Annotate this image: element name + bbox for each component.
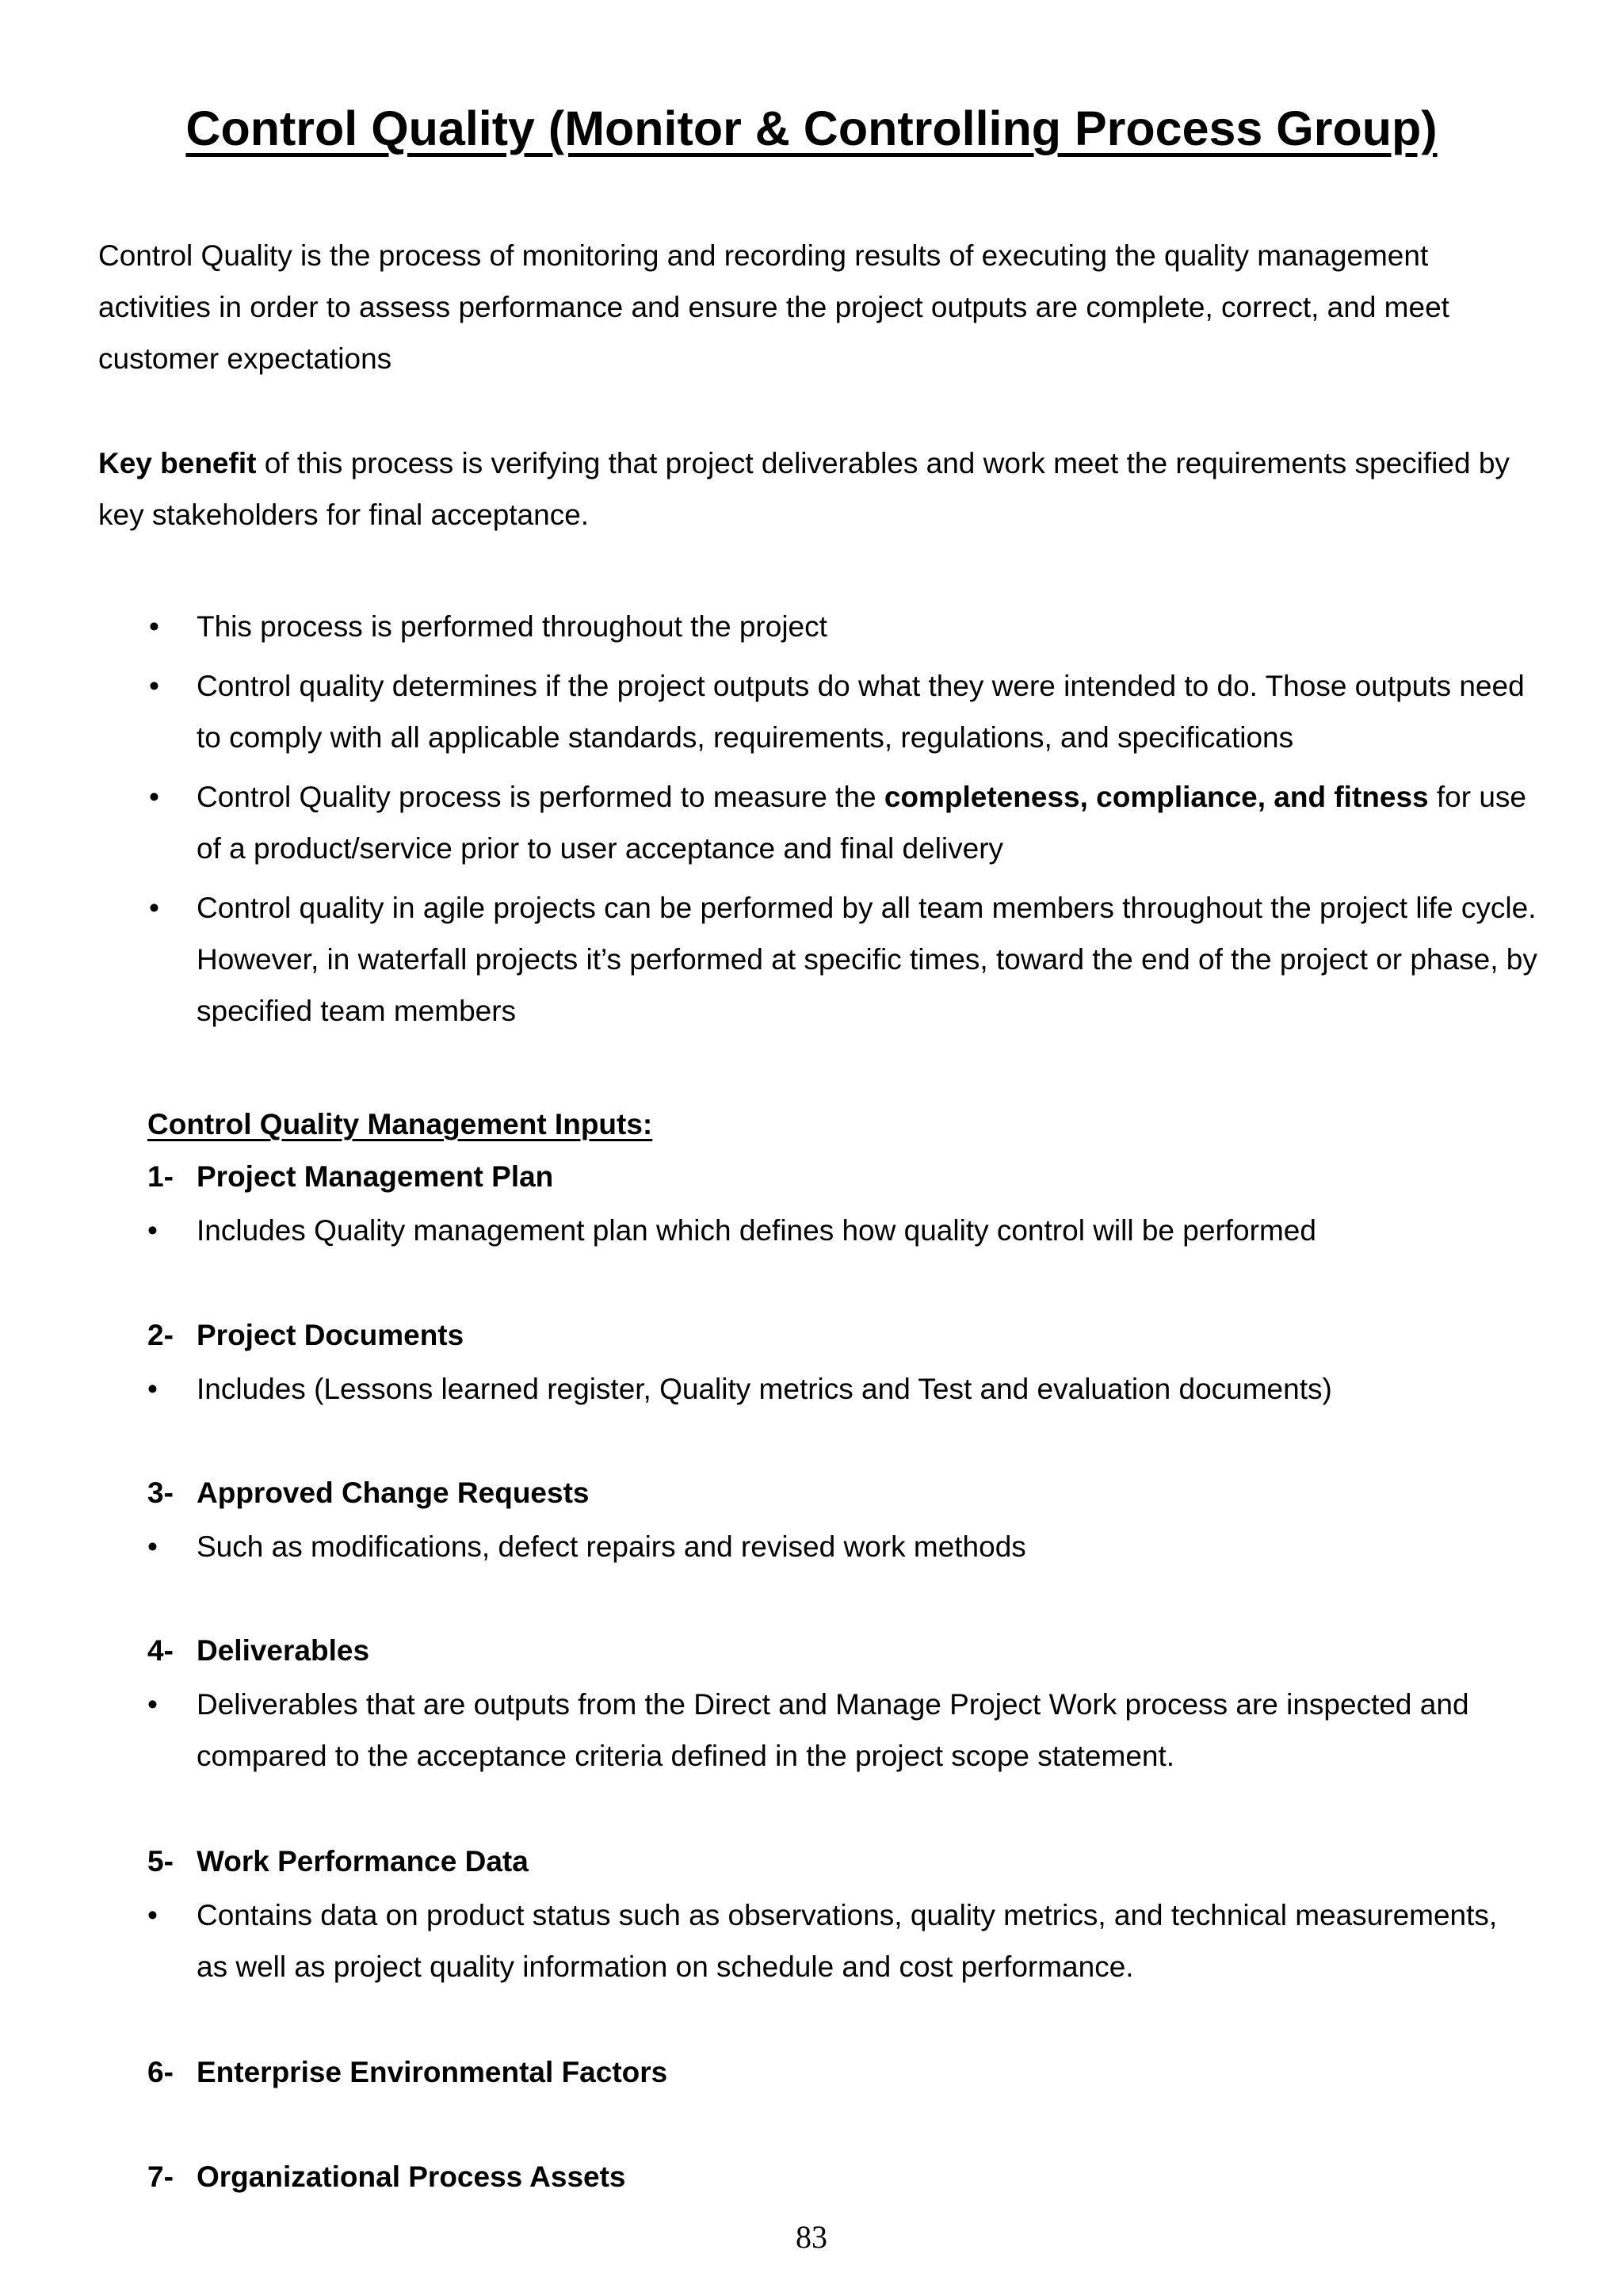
bullet-icon: • xyxy=(147,1899,158,1931)
bullet-icon: • xyxy=(149,670,159,702)
inputs-section-heading: Control Quality Management Inputs: xyxy=(147,1108,653,1140)
input-item-detail xyxy=(147,1205,1518,1256)
input-item-title: Deliverables xyxy=(197,1634,370,1667)
input-item-heading xyxy=(147,1625,369,1676)
input-item-number: 5- xyxy=(147,1845,174,1878)
input-item-number: 3- xyxy=(147,1477,174,1509)
list-item xyxy=(98,601,1541,652)
key-benefit-label: Key benefit xyxy=(98,447,257,479)
key-benefit-text: of this process is verifying that project deliverables and work meet the requirements specified by key stakeholders for final acceptance. xyxy=(98,447,1510,531)
bullet-icon: • xyxy=(149,781,159,813)
bullet-text: Control quality determines if the project outputs do what they were intended to do. Those outputs need to comply with all applicable standards, requirements, regulations, and specifications xyxy=(197,670,1525,754)
input-item-detail-text: Deliverables that are outputs from the Direct and Manage Project Work process are inspected and compared to the acceptance criteria defined in the project scope statement. xyxy=(197,1688,1469,1772)
input-item-detail-text: Includes Quality management plan which defines how quality control will be performed xyxy=(197,1214,1316,1247)
bullet-icon: • xyxy=(147,1373,158,1405)
key-benefit-paragraph xyxy=(98,437,1533,541)
bullet-icon: • xyxy=(147,1688,158,1721)
input-item-title: Organizational Process Assets xyxy=(197,2160,626,2193)
input-item-title: Project Documents xyxy=(197,1319,464,1351)
bullet-text-emphasis: completeness, compliance, and fitness xyxy=(884,781,1429,813)
input-item-detail xyxy=(147,1363,1518,1415)
list-item xyxy=(98,660,1541,763)
input-item-number: 1- xyxy=(147,1160,174,1193)
input-item-title: Enterprise Environmental Factors xyxy=(197,2056,668,2088)
input-item-number: 7- xyxy=(147,2160,174,2193)
input-item-heading xyxy=(147,1309,464,1361)
input-item-heading xyxy=(147,2046,667,2098)
input-item-heading xyxy=(147,1836,529,1887)
input-item-detail xyxy=(147,1889,1518,1992)
input-item-number: 4- xyxy=(147,1634,174,1667)
intro-paragraph: Control Quality is the process of monitoring and recording results of executing the quality management activities in order to assess performance and ensure the project outputs are complete, correct, and meet customer expectations xyxy=(98,239,1449,375)
page-title: Control Quality (Monitor & Controlling Process Group) xyxy=(185,101,1438,155)
input-item-detail xyxy=(147,1521,1518,1572)
page-number: 83 xyxy=(796,2219,827,2255)
input-item-detail-text: Includes (Lessons learned register, Quality metrics and Test and evaluation documents) xyxy=(197,1373,1332,1405)
list-item xyxy=(98,771,1541,874)
bullet-text-pre: Control Quality process is performed to measure the xyxy=(197,781,884,813)
bullet-text-post: for use of a product/service prior to user acceptance and final delivery xyxy=(197,781,1527,865)
input-item-title: Project Management Plan xyxy=(197,1160,554,1193)
bullet-icon: • xyxy=(147,1530,158,1563)
list-item xyxy=(98,882,1541,1037)
input-item-detail-text: Such as modifications, defect repairs and revised work methods xyxy=(197,1530,1026,1563)
bullet-text: This process is performed throughout the project xyxy=(197,610,827,643)
input-item-detail xyxy=(147,1679,1518,1782)
overview-bullet-list xyxy=(98,601,1541,1045)
input-item-detail-text: Contains data on product status such as observations, quality metrics, and technical measurements, as well as project quality information on schedule and cost performance. xyxy=(197,1899,1498,1983)
bullet-icon: • xyxy=(149,610,159,643)
input-item-heading xyxy=(147,1151,553,1202)
input-item-number: 6- xyxy=(147,2056,174,2088)
input-item-heading xyxy=(147,1467,589,1519)
input-item-heading xyxy=(147,2151,626,2202)
input-item-title: Work Performance Data xyxy=(197,1845,529,1878)
bullet-icon: • xyxy=(149,892,159,924)
bullet-text: Control quality in agile projects can be performed by all team members throughout the project life cycle. However, in waterfall projects it’s performed at specific times, toward the end of the project or phase, by specified team members xyxy=(197,892,1537,1027)
input-item-number: 2- xyxy=(147,1319,174,1351)
bullet-icon: • xyxy=(147,1214,158,1247)
input-item-title: Approved Change Requests xyxy=(197,1477,590,1509)
